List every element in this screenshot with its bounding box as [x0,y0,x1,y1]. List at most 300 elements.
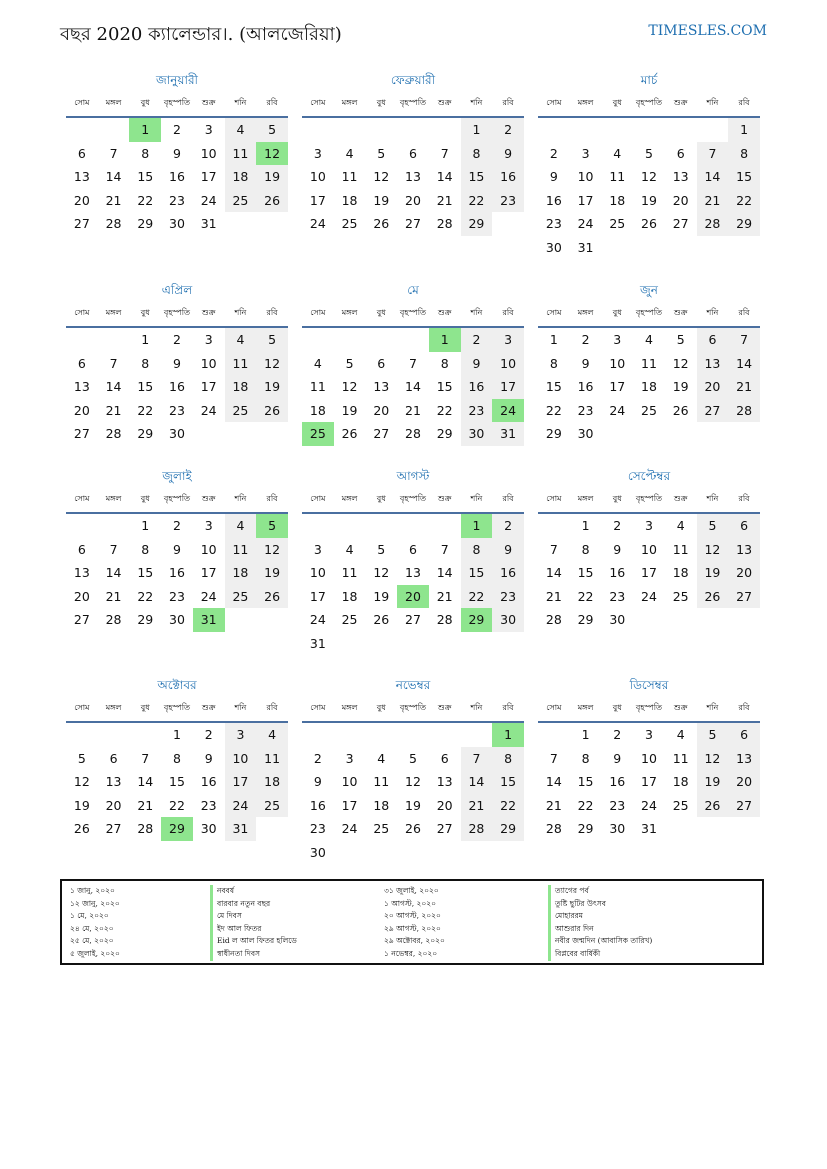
day-cell: 25 [225,189,257,213]
day-cell: 2 [204,727,213,742]
day-cell: 16 [492,165,524,189]
day-cell: 25 [341,216,358,231]
day-cell: 31 [225,817,257,841]
day-cell: 12 [341,379,358,394]
day-cell: 8 [492,747,524,771]
day-cell: 8 [440,355,449,371]
day-cell: 25 [672,797,689,813]
day-cell: 24 [200,588,217,604]
day-cell: 22 [137,588,154,604]
day-cell: 24 [641,588,657,604]
holiday-date: ৫ জুলাই, ২০২০ [70,948,120,958]
day-cell: 20 [436,797,453,813]
day-cell: 28 [436,216,453,231]
day-cell: 1 [173,727,181,742]
weekday-label: শনি [470,703,483,712]
weekday-label: বুধ [376,98,386,107]
day-cell: 16 [492,561,524,585]
day-cell: 12 [697,747,729,771]
holiday-date: ১২ জানু, ২০২০ [70,898,120,908]
day-cell: 27 [436,821,453,836]
holiday-dates-col-1 [70,885,120,961]
day-cell: 26 [672,402,689,418]
day-cell: 13 [73,565,90,580]
day-cell: 15 [577,565,594,580]
holiday-day-cell: 1 [429,328,461,352]
weekday-label: সোম [74,98,90,107]
day-cell: 6 [77,541,86,557]
weekday-label: সোম [74,308,90,317]
day-cell: 16 [200,774,217,789]
day-cell: 10 [200,541,217,557]
day-cell: 28 [105,612,122,627]
day-cell: 2 [173,122,181,137]
day-cell: 18 [309,402,326,418]
day-cell: 15 [577,774,594,789]
weekday-label: শনি [706,308,719,317]
day-cell: 1 [461,118,493,142]
weekday-header [66,306,288,328]
weekday-label: মঙ্গল [105,308,122,317]
month-title: মে [407,283,419,297]
day-cell: 17 [200,565,217,580]
day-cell: 10 [225,747,257,771]
weekday-label: সোম [74,703,90,712]
day-cell: 12 [373,565,390,580]
day-cell: 6 [409,541,417,557]
weekday-label: শুক্র [437,494,452,503]
holiday-day-cell: 29 [461,608,493,632]
day-cell: 22 [436,402,453,418]
day-cell: 3 [645,727,653,742]
day-cell: 9 [313,774,322,789]
day-cell: 30 [492,608,524,632]
day-cell: 8 [173,750,181,766]
weekday-label: মঙ্গল [341,703,358,712]
day-cell: 7 [440,541,449,557]
page-title: বছর 2020 ক্যালেন্ডার।. (আলজেরিয়া) [60,24,342,45]
day-cell: 19 [672,379,689,394]
weekday-label: বৃহস্পতি [635,494,663,503]
day-cell: 7 [697,142,729,166]
day-cell: 3 [204,122,213,137]
day-cell: 8 [141,145,150,161]
weekday-header [302,701,524,723]
day-cell: 7 [109,145,118,161]
day-cell: 26 [73,821,90,836]
day-cell: 4 [676,727,685,742]
day-cell: 26 [641,216,657,231]
day-cell: 26 [405,821,421,836]
weekday-label: শুক্র [201,98,216,107]
holiday-date: ১ জানু, ২০২০ [70,886,115,895]
day-cell: 19 [341,402,358,418]
day-cell: 8 [581,750,590,766]
day-cell: 10 [641,541,657,557]
day-cell: 17 [200,169,217,184]
holiday-date: ২৪ মে, ২০২০ [70,923,114,933]
day-cell: 18 [225,165,257,189]
weekday-label: বুধ [376,703,386,712]
day-cell: 16 [169,379,185,394]
day-cell: 3 [204,518,213,533]
day-cell: 17 [225,770,257,794]
day-cell: 30 [169,612,185,627]
weekday-label: শুক্র [673,494,688,503]
day-cell: 23 [169,588,185,604]
day-cell: 9 [173,541,181,557]
weekday-label: বুধ [140,98,150,107]
day-cell: 2 [492,514,524,538]
day-cell: 20 [697,375,729,399]
day-cell: 27 [728,794,760,818]
day-cell: 21 [436,588,453,604]
day-cell: 16 [461,375,493,399]
day-cell: 29 [728,212,760,236]
day-cell: 4 [345,145,354,161]
day-cell: 11 [641,355,657,371]
day-cell: 1 [141,332,150,347]
day-cell: 10 [200,145,217,161]
holiday-name: বিপ্লবের বার্ষিকী [548,948,652,961]
holiday-day-cell: 25 [302,422,334,446]
day-cell: 29 [436,426,453,441]
day-cell: 8 [581,541,590,557]
day-cell: 12 [641,169,657,184]
day-cell: 23 [309,821,326,836]
weekday-label: রবি [738,308,750,317]
day-cell: 19 [697,770,729,794]
day-cell: 15 [461,165,493,189]
day-cell: 13 [697,352,729,376]
day-cell: 15 [461,561,493,585]
day-cell: 17 [641,565,657,580]
day-cell: 30 [609,612,626,627]
weekday-label: বৃহস্পতি [635,308,663,317]
day-cell: 10 [309,565,326,580]
day-cell: 4 [645,332,653,347]
day-cell: 5 [676,332,685,347]
day-cell: 8 [141,541,150,557]
weekday-label: বৃহস্পতি [163,494,191,503]
day-cell: 29 [492,817,524,841]
weekday-label: মঙ্গল [341,494,358,503]
weekday-label: বৃহস্পতি [635,98,663,107]
weekday-label: মঙ্গল [577,98,594,107]
weekday-header [302,96,524,118]
day-cell: 26 [256,399,288,423]
weekday-label: রবি [266,98,278,107]
weekday-label: রবি [738,98,750,107]
day-cell: 11 [225,538,257,562]
day-cell: 5 [256,328,288,352]
weekday-label: শনি [234,494,247,503]
day-cell: 15 [137,379,154,394]
day-cell: 28 [105,426,122,441]
month-title: ডিসেম্বর [629,678,669,692]
weekday-label: শনি [234,98,247,107]
day-cell: 1 [728,118,760,142]
weekday-label: বৃহস্পতি [163,308,191,317]
day-cell: 2 [173,518,181,533]
day-cell: 5 [377,541,386,557]
brand-link[interactable]: TIMESLES.COM [648,23,767,39]
weekday-label: রবি [502,98,514,107]
day-cell: 19 [641,192,657,208]
day-cell: 23 [545,216,562,231]
weekday-label: সোম [546,703,562,712]
day-cell: 8 [461,538,493,562]
day-cell: 28 [545,821,562,836]
day-cell: 4 [256,723,288,747]
day-cell: 2 [313,750,322,766]
day-cell: 18 [672,565,689,580]
day-cell: 30 [169,426,185,441]
day-cell: 29 [545,426,562,441]
day-cell: 21 [436,192,453,208]
holiday-name: বারবার নতুন বছর [210,898,297,911]
holiday-name: নবীর জন্মদিন (আবাসিক তারিখ) [548,935,652,948]
weekday-label: রবি [266,494,278,503]
day-cell: 10 [609,355,626,371]
day-cell: 9 [492,142,524,166]
day-cell: 14 [405,379,421,394]
day-cell: 31 [577,239,594,255]
weekday-label: মঙ্গল [105,703,122,712]
day-cell: 17 [577,192,594,208]
day-cell: 7 [440,145,449,161]
day-cell: 21 [728,375,760,399]
day-cell: 13 [728,747,760,771]
day-cell: 25 [641,402,657,418]
day-cell: 15 [545,379,562,394]
day-cell: 22 [137,192,154,208]
holiday-name: স্বাধীনতা দিবস [210,948,297,961]
day-cell: 10 [641,750,657,766]
day-cell: 30 [577,426,594,441]
weekday-label: শুক্র [673,308,688,317]
day-cell: 17 [309,192,326,208]
day-cell: 28 [728,399,760,423]
month-title: নভেম্বর [395,678,431,692]
holiday-list [60,879,764,965]
day-cell: 30 [309,844,326,860]
holiday-date: ২৫ মে, ২০২০ [70,936,114,946]
day-cell: 18 [225,375,257,399]
month-title: আগস্ট [396,469,430,483]
day-cell: 2 [613,518,622,533]
day-cell: 27 [73,612,90,627]
weekday-label: বুধ [376,308,386,317]
holiday-names-col-2 [548,885,652,961]
weekday-label: সোম [546,494,562,503]
day-cell: 23 [169,402,185,418]
day-cell: 11 [256,747,288,771]
day-cell: 6 [77,145,86,161]
day-cell: 3 [492,328,524,352]
day-cell: 11 [609,169,626,184]
weekday-header [538,306,760,328]
day-cell: 26 [697,794,729,818]
day-cell: 10 [341,774,358,789]
weekday-label: মঙ্গল [105,494,122,503]
day-cell: 5 [697,723,729,747]
weekday-label: বৃহস্পতি [399,98,427,107]
weekday-label: রবি [502,308,514,317]
month-title: জুন [640,283,658,297]
day-cell: 18 [341,588,358,604]
weekday-label: শুক্র [201,308,216,317]
day-cell: 23 [169,192,185,208]
day-cell: 14 [461,770,493,794]
day-cell: 7 [109,541,118,557]
holiday-name: মে দিবস [210,910,297,923]
day-cell: 7 [109,355,118,371]
day-cell: 17 [641,774,657,789]
weekday-label: মঙ্গল [341,98,358,107]
day-cell: 26 [341,426,358,441]
day-cell: 5 [345,355,354,371]
weekday-label: শুক্র [673,98,688,107]
day-cell: 5 [697,514,729,538]
holiday-date: ২০ আগস্ট, ২০২০ [384,911,441,921]
day-cell: 14 [137,774,154,789]
day-cell: 10 [309,169,326,184]
day-cell: 4 [377,750,386,766]
month-title: ফেব্রুয়ারী [390,73,436,87]
day-cell: 13 [436,774,453,789]
month-title: এপ্রিল [161,283,193,297]
day-cell: 25 [225,585,257,609]
day-cell: 6 [377,355,386,371]
day-cell: 21 [105,402,122,418]
holiday-names-col-1 [210,885,297,961]
weekday-label: বুধ [376,494,386,503]
weekday-header [538,96,760,118]
day-cell: 14 [545,565,562,580]
day-cell: 22 [137,402,154,418]
weekday-label: শনি [234,703,247,712]
weekday-label: শনি [706,494,719,503]
day-cell: 4 [313,355,322,371]
holiday-day-cell: 20 [397,585,429,609]
day-cell: 14 [436,565,453,580]
day-cell: 30 [200,821,217,836]
weekday-label: শুক্র [201,703,216,712]
day-cell: 11 [672,541,689,557]
day-cell: 9 [204,750,213,766]
day-cell: 1 [581,518,590,533]
weekday-label: রবি [502,494,514,503]
day-cell: 5 [77,750,86,766]
weekday-header [66,492,288,514]
day-cell: 3 [204,332,213,347]
day-cell: 7 [409,355,417,371]
weekday-label: বুধ [140,703,150,712]
day-cell: 13 [373,379,390,394]
day-cell: 9 [173,355,181,371]
day-cell: 10 [577,169,594,184]
day-cell: 20 [73,192,90,208]
day-cell: 25 [225,399,257,423]
weekday-label: সোম [310,703,326,712]
holiday-name: ইদ আল ফিতর [210,923,297,936]
weekday-label: বৃহস্পতি [399,703,427,712]
holiday-name: তুষ্টি ছুটির উৎসব [548,898,652,911]
day-cell: 12 [405,774,421,789]
day-cell: 24 [225,794,257,818]
weekday-label: বুধ [140,308,150,317]
day-cell: 28 [405,426,421,441]
holiday-name: নববর্ষ [210,885,297,898]
weekday-label: বৃহস্পতি [163,98,191,107]
day-cell: 15 [169,774,185,789]
weekday-header [66,701,288,723]
day-cell: 4 [225,514,257,538]
weekday-label: বুধ [612,703,622,712]
day-cell: 16 [169,565,185,580]
day-cell: 26 [697,585,729,609]
holiday-dates-col-2 [384,885,445,961]
day-cell: 14 [105,379,122,394]
day-cell: 24 [200,402,217,418]
day-cell: 23 [492,189,524,213]
day-cell: 27 [405,216,421,231]
holiday-day-cell: 1 [492,723,524,747]
day-cell: 22 [545,402,562,418]
day-cell: 7 [549,541,558,557]
day-cell: 18 [609,192,626,208]
day-cell: 24 [577,216,594,231]
holiday-date: ২৯ আগস্ট, ২০২০ [384,923,441,933]
weekday-label: শুক্র [437,308,452,317]
day-cell: 22 [461,585,493,609]
day-cell: 16 [577,379,594,394]
day-cell: 22 [728,189,760,213]
day-cell: 31 [641,821,657,836]
day-cell: 30 [545,239,562,255]
weekday-label: সোম [546,308,562,317]
day-cell: 3 [225,723,257,747]
day-cell: 18 [341,192,358,208]
day-cell: 25 [672,588,689,604]
day-cell: 26 [256,189,288,213]
weekday-label: রবি [502,703,514,712]
day-cell: 21 [545,797,562,813]
day-cell: 14 [436,169,453,184]
weekday-label: সোম [74,494,90,503]
day-cell: 16 [609,565,626,580]
weekday-header [538,701,760,723]
day-cell: 19 [373,588,390,604]
day-cell: 21 [697,189,729,213]
day-cell: 29 [577,821,594,836]
weekday-label: সোম [546,98,562,107]
day-cell: 18 [672,774,689,789]
day-cell: 17 [609,379,626,394]
day-cell: 6 [676,145,685,161]
day-cell: 5 [256,118,288,142]
day-cell: 31 [492,422,524,446]
day-cell: 12 [373,169,390,184]
holiday-day-cell: 12 [256,142,288,166]
day-cell: 29 [137,612,154,627]
day-cell: 1 [141,518,150,533]
day-cell: 7 [549,750,558,766]
day-cell: 28 [697,212,729,236]
day-cell: 3 [313,145,322,161]
day-cell: 5 [409,750,417,766]
